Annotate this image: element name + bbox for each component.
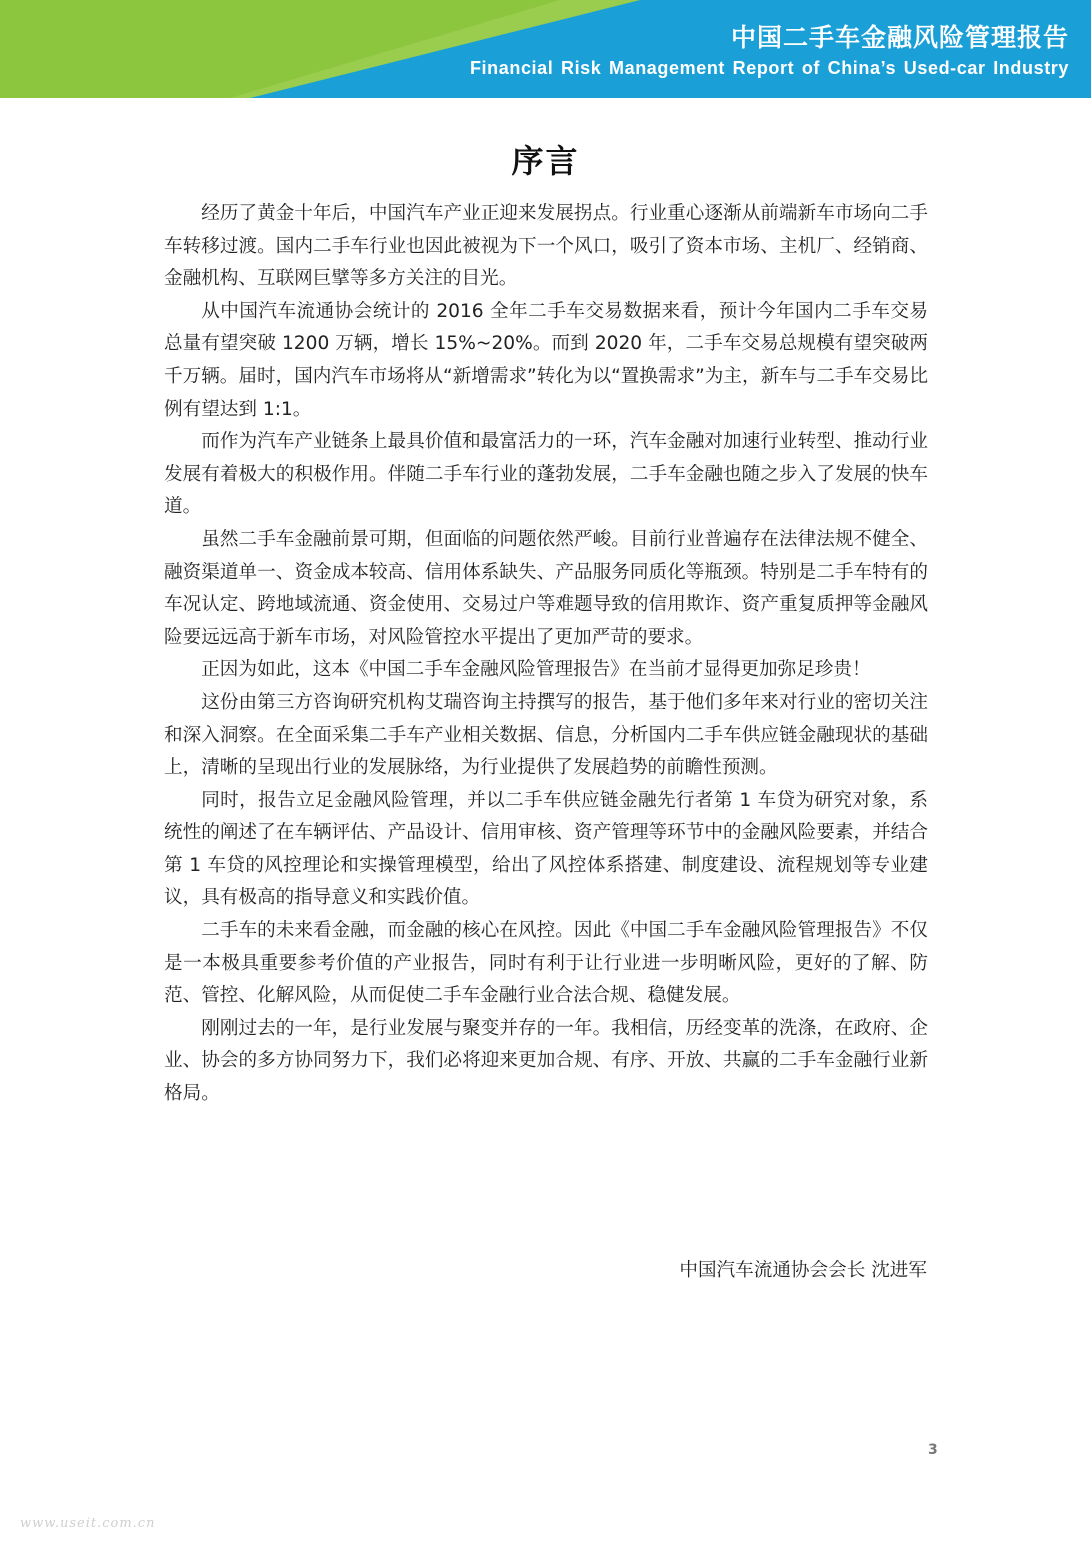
paragraph: 同时，报告立足金融风险管理，并以二手车供应链金融先行者第 1 车贷为研究对象，系统性的阐述了在车辆评估、产品设计、信用审核、资产管理等环节中的金融风险要素，并结合第 1 车贷的风控理论和实操管理模型，给出了风控体系搭建、制度建设、流程规划等专业建议，具有极高的指导意义和实践价值。 — [164, 789, 928, 909]
page-title: 序言 — [511, 142, 580, 180]
paragraph: 从中国汽车流通协会统计的 2016 全年二手车交易数据来看，预计今年国内二手车交易总量有望突破 1200 万辆，增长 15%~20%。而到 2020 年，二手车交易总规模有望突破两千万辆。届时，国内汽车市场将从“新增需求”转化为以“置换需求”为主，新车与二手车交易比例有望达到 1:1。 — [164, 300, 928, 420]
paragraph: 经历了黄金十年后，中国汽车产业正迎来发展拐点。行业重心逐渐从前端新车市场向二手车转移过渡。国内二手车行业也因此被视为下一个风口，吸引了资本市场、主机厂、经销商、金融机构、互联网巨擘等多方关注的目光。 — [164, 203, 928, 290]
paragraph: 而作为汽车产业链条上最具价值和最富活力的一环，汽车金融对加速行业转型、推动行业发展有着极大的积极作用。伴随二手车行业的蓬勃发展，二手车金融也随之步入了发展的快车道。 — [164, 431, 928, 518]
header-subtitle: Financial Risk Management Report of China’s Used-car Industry — [469, 58, 1069, 78]
watermark: www.useit.com.cn — [20, 1516, 156, 1531]
paragraph: 正因为如此，这本《中国二手车金融风险管理报告》在当前才显得更加弥足珍贵！ — [201, 659, 871, 681]
header-banner — [0, 0, 1091, 98]
preface-body — [164, 198, 928, 1111]
paragraph: 刚刚过去的一年，是行业发展与聚变并存的一年。我相信，历经变革的洗涤，在政府、企业、协会的多方协同努力下，我们必将迎来更加合规、有序、开放、共赢的二手车金融行业新格局。 — [164, 1017, 928, 1105]
page-number: 3 — [928, 1442, 938, 1458]
signature: 中国汽车流通协会会长 沈进军 — [679, 1260, 927, 1281]
paragraph: 虽然二手车金融前景可期，但面临的问题依然严峻。目前行业普遍存在法律法规不健全、融资渠道单一、资金成本较高、信用体系缺失、产品服务同质化等瓶颈。特别是二手车特有的车况认定、跨地域流通、资金使用、交易过户等难题导致的信用欺诈、资产重复质押等金融风险要远远高于新车市场，对风险管控水平提出了更加严苛的要求。 — [164, 528, 928, 648]
header-title: 中国二手车金融风险管理报告 — [730, 23, 1069, 52]
paragraph: 二手车的未来看金融，而金融的核心在风控。因此《中国二手车金融风险管理报告》不仅是一本极具重要参考价值的产业报告，同时有利于让行业进一步明晰风险，更好的了解、防范、管控、化解风险，从而促使二手车金融行业合法合规、稳健发展。 — [164, 920, 928, 1007]
paragraph: 这份由第三方咨询研究机构艾瑞咨询主持撰写的报告，基于他们多年来对行业的密切关注和深入洞察。在全面采集二手车产业相关数据、信息，分析国内二手车供应链金融现状的基础上，清晰的呈现出行业的发展脉络，为行业提供了发展趋势的前瞻性预测。 — [164, 691, 928, 779]
